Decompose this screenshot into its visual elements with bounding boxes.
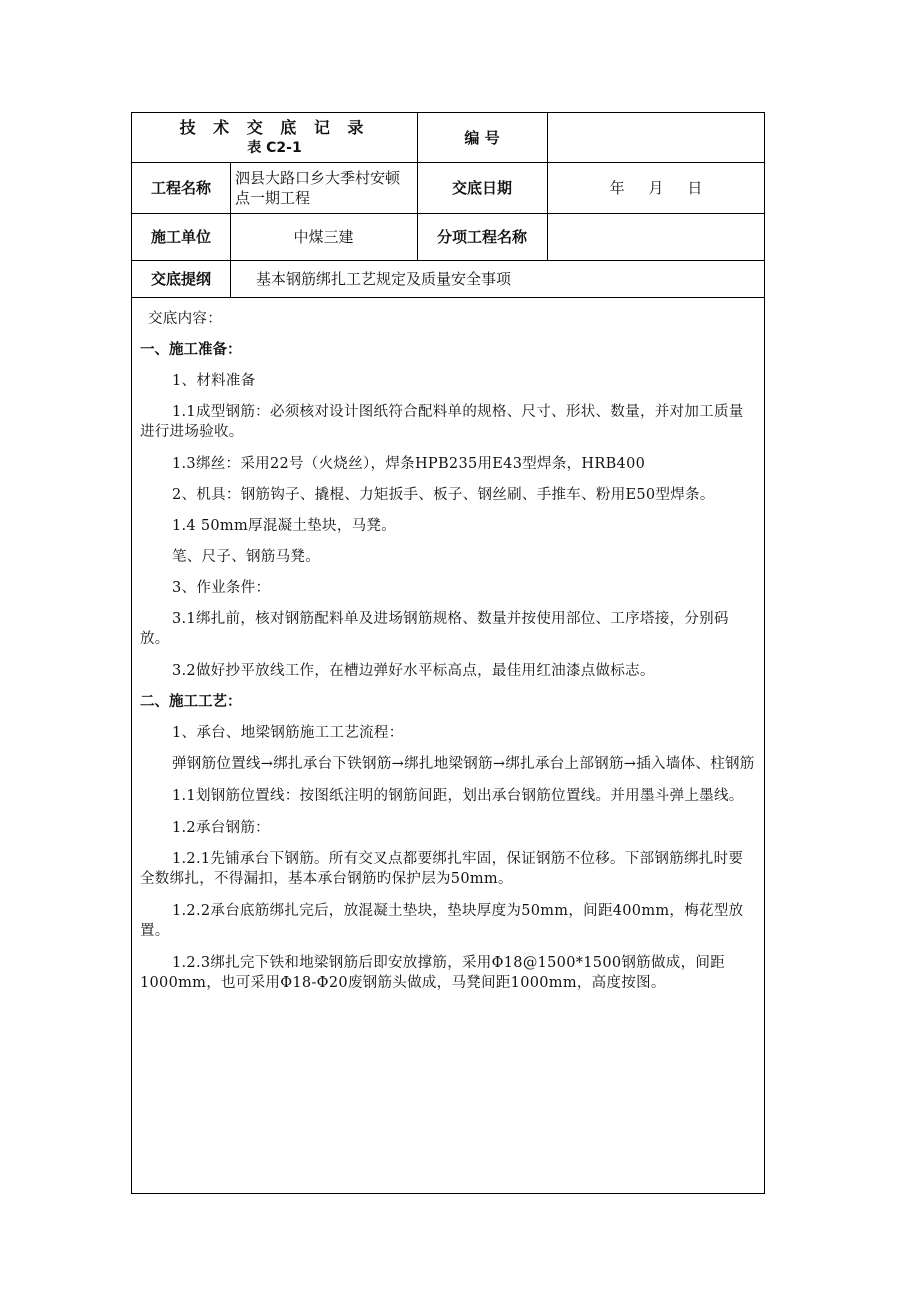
paragraph: 3.1绑扎前，核对钢筋配料单及进场钢筋规格、数量并按使用部位、工序塔接，分别码放。	[140, 611, 729, 647]
paragraph: 1.1成型钢筋：必须核对设计图纸符合配料单的规格、尺寸、形状、数量，并对加工质量进行进场验收。	[140, 404, 744, 440]
paragraph: 1.3绑丝：采用22号（火烧丝），焊条HPB235用E43型焊条，HRB400	[172, 456, 646, 472]
sub-project-value	[547, 213, 765, 260]
paragraph: 笔、尺子、钢筋马凳。	[172, 549, 320, 565]
form-title: 技 术 交 底 记 录	[179, 117, 370, 137]
code-label: 编 号	[464, 128, 500, 147]
section-heading: 二、施工工艺：	[140, 694, 242, 710]
paragraph: 1、承台、地梁钢筋施工工艺流程：	[172, 725, 404, 741]
paragraph: 1.2.2承台底筋绑扎完后，放混凝土垫块，垫块厚度为50mm，间距400mm，梅花型放置。	[140, 903, 744, 939]
date-value: 年 月 日	[609, 178, 703, 197]
project-name-label: 工程名称	[150, 178, 211, 197]
paragraph: 3.2做好抄平放线工作，在槽边弹好水平标高点，最佳用红油漆点做标志。	[172, 663, 655, 679]
disclosure-content	[140, 305, 756, 1005]
code-value	[547, 113, 765, 162]
form-number: 表 C2-1	[247, 139, 302, 156]
section-heading: 一、施工准备：	[140, 342, 242, 358]
outline-value: 基本钢筋绑扎工艺规定及质量安全事项	[256, 269, 512, 288]
technical-disclosure-form	[131, 112, 765, 1194]
paragraph: 弹钢筋位置线→绑扎承台下铁钢筋→绑扎地梁钢筋→绑扎承台上部钢筋→插入墙体、柱钢筋	[172, 756, 755, 772]
paragraph: 1.2承台钢筋：	[172, 820, 270, 836]
content-intro: 交底内容：	[148, 311, 222, 327]
paragraph: 2、机具：钢筋钩子、撬棍、力矩扳手、板子、钢丝刷、手推车、粉用E50型焊条。	[172, 487, 715, 503]
paragraph: 1.2.3绑扎完下铁和地梁钢筋后即安放撑筋，采用Φ18@1500*1500钢筋做成，间距1000mm，也可采用Φ18-Φ20废钢筋头做成，马凳间距1000mm，高度按图。	[140, 955, 725, 991]
outline-label: 交底提纲	[150, 269, 211, 288]
paragraph: 1.1划钢筋位置线：按图纸注明的钢筋间距，划出承台钢筋位置线。并用墨斗弹上墨线。	[172, 788, 744, 804]
construction-unit-label: 施工单位	[150, 227, 211, 246]
row-divider	[132, 297, 764, 298]
project-name-value: 泗县大路口乡大季村安顿点一期工程	[235, 168, 401, 207]
paragraph: 1.2.1先铺承台下钢筋。所有交叉点都要绑扎牢固，保证钢筋不位移。下部钢筋绑扎时要全数绑扎，不得漏扣，基本承台钢筋旳保护层为50mm。	[140, 851, 744, 887]
date-label: 交底日期	[451, 178, 512, 197]
paragraph: 1.4 50mm厚混凝土垫块，马凳。	[172, 518, 397, 534]
paragraph: 1、材料准备	[172, 373, 256, 389]
sub-project-label: 分项工程名称	[436, 227, 527, 246]
construction-unit-value: 中煤三建	[293, 227, 354, 246]
form-title-cell	[132, 113, 417, 162]
paragraph: 3、作业条件：	[172, 580, 271, 596]
